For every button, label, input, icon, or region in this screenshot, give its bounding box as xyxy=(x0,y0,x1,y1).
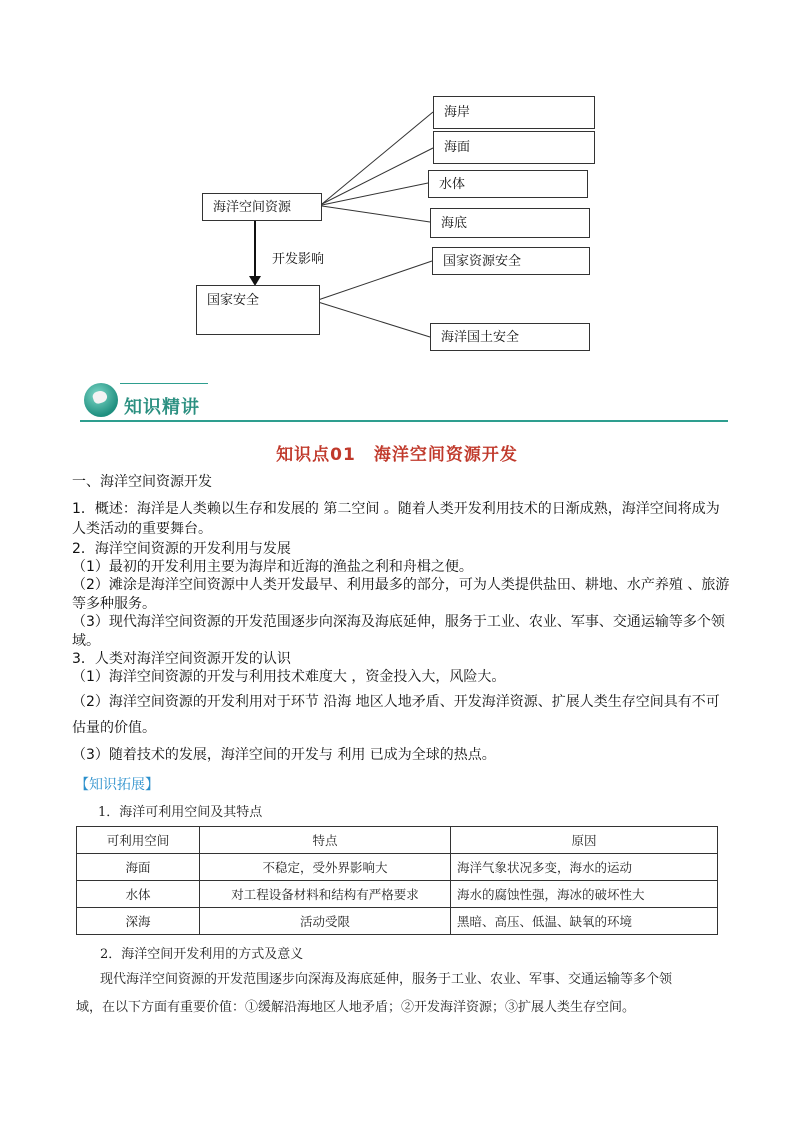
paragraph-line: 域，在以下方面有重要价值：①缓解沿海地区人地矛盾；②开发海洋资源；③扩展人类生存空间。 xyxy=(76,1000,636,1015)
paragraph-line: （1）最初的开发利用主要为海岸和近海的渔盐之利和舟楫之便。 xyxy=(72,559,473,575)
security-box xyxy=(196,285,320,335)
banner-top-rule xyxy=(120,383,208,384)
table-cell: 海洋气象状况多变，海水的运动 xyxy=(451,854,718,881)
table-header-row xyxy=(77,827,718,854)
arrow-label: 开发影响 xyxy=(272,252,325,267)
subsection-title: 2．海洋空间资源的开发利用与发展 xyxy=(72,541,291,557)
table-cell: 不稳定，受外界影响大 xyxy=(200,854,451,881)
branch-label: 海底 xyxy=(441,215,468,231)
connector-line xyxy=(318,261,432,300)
page-title: 知识点01 海洋空间资源开发 xyxy=(276,445,518,465)
table-header-cell: 可利用空间 xyxy=(77,827,200,854)
branch-label: 水体 xyxy=(439,176,466,192)
security-branch-territory xyxy=(430,323,590,351)
branch-box-coast xyxy=(433,96,595,129)
banner-divider xyxy=(80,420,728,422)
table-cell: 海水的腐蚀性强，海冰的破坏性大 xyxy=(451,881,718,908)
security-branch-label: 国家资源安全 xyxy=(443,253,522,269)
paragraph-line: 等多种服务。 xyxy=(72,596,156,612)
center-label: 海洋空间资源 xyxy=(213,199,292,215)
subsection-title: 3．人类对海洋空间资源开发的认识 xyxy=(72,651,291,667)
table-cell: 水体 xyxy=(77,881,200,908)
diagram-connectors xyxy=(0,0,794,370)
connector-line xyxy=(318,302,430,337)
paragraph-line: 域。 xyxy=(72,633,100,649)
table-row xyxy=(77,908,718,935)
paragraph-line: （1）海洋空间资源的开发与利用技术难度大 ，资金投入大，风险大。 xyxy=(72,669,506,685)
table-header-cell: 原因 xyxy=(451,827,718,854)
paragraph-line: （2）滩涂是海洋空间资源中人类开发最早、利用最多的部分，可为人类提供盐田、耕地、水产养殖 、旅游 xyxy=(72,577,730,593)
extension-subtitle: 2．海洋空间开发利用的方式及意义 xyxy=(100,947,304,962)
features-table xyxy=(76,826,718,935)
branch-box-seabed xyxy=(430,208,590,238)
branch-label: 海面 xyxy=(444,140,471,155)
paragraph-line: 1．概述：海洋是人类赖以生存和发展的 第二空间 。随着人类开发利用技术的日渐成熟，海洋空间将成为 xyxy=(72,501,720,517)
table-cell: 对工程设备材料和结构有严格要求 xyxy=(200,881,451,908)
connector-line xyxy=(322,206,430,222)
security-branch-label: 海洋国土安全 xyxy=(441,329,520,345)
security-branch-resources xyxy=(432,247,590,275)
table-cell: 黑暗、高压、低温、缺氧的环境 xyxy=(451,908,718,935)
paragraph-line: 人类活动的重要舞台。 xyxy=(72,521,212,537)
paragraph-line: （3）现代海洋空间资源的开发范围逐步向深海及海底延伸，服务于工业、农业、军事、交通运输等多个领 xyxy=(72,614,725,630)
connector-line xyxy=(322,183,428,205)
center-box xyxy=(202,193,322,221)
branch-box-water xyxy=(428,170,588,198)
table-row xyxy=(77,881,718,908)
table-cell: 活动受限 xyxy=(200,908,451,935)
table-header-cell: 特点 xyxy=(200,827,451,854)
banner-title: 知识精讲 xyxy=(124,397,200,418)
connector-line xyxy=(322,148,433,204)
table-cell: 海面 xyxy=(77,854,200,881)
paragraph-line: 估量的价值。 xyxy=(72,720,156,736)
paragraph-line: （3）随着技术的发展，海洋空间的开发与 利用 已成为全球的热点。 xyxy=(72,747,496,763)
table-cell: 深海 xyxy=(77,908,200,935)
branch-box-surface xyxy=(433,131,595,164)
connector-line xyxy=(322,112,433,204)
paragraph-line: （2）海洋空间资源的开发利用对于环节 沿海 地区人地矛盾、开发海洋资源、扩展人类生存空间具有不可 xyxy=(72,694,720,710)
globe-icon xyxy=(84,383,118,417)
branch-label: 海岸 xyxy=(444,105,471,120)
section-title: 一、海洋空间资源开发 xyxy=(72,474,212,490)
extension-subtitle: 1．海洋可利用空间及其特点 xyxy=(98,805,263,820)
table-row xyxy=(77,854,718,881)
extension-label: 【知识拓展】 xyxy=(75,777,159,793)
paragraph-line: 现代海洋空间资源的开发范围逐步向深海及海底延伸，服务于工业、农业、军事、交通运输等多个领 xyxy=(100,972,673,987)
security-label: 国家安全 xyxy=(207,293,260,308)
